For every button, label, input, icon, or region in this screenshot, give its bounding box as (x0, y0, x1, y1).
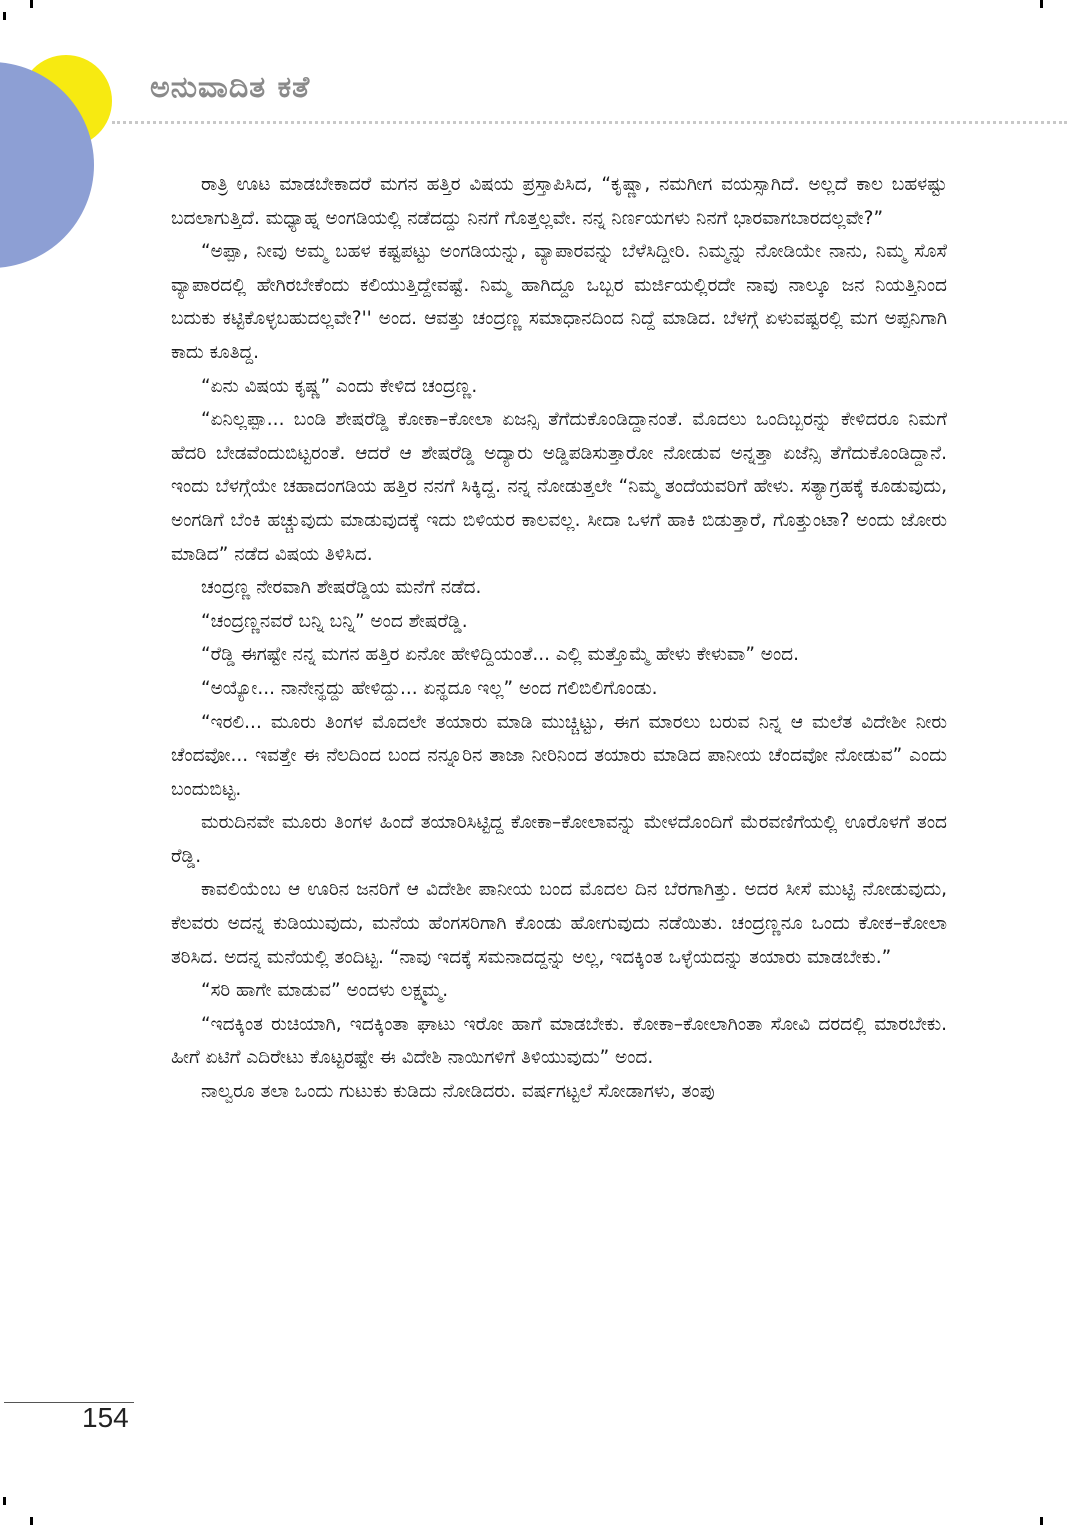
paragraph: ರಾತ್ರಿ ಊಟ ಮಾಡಬೇಕಾದರೆ ಮಗನ ಹತ್ತಿರ ವಿಷಯ ಪ್ರಸ್ತಾಪಿಸಿದ, “ಕೃಷ್ಣಾ, ನಮಗೀಗ ವಯಸ್ಸಾಗಿದೆ. ಅಲ್ಲದೆ ಕಾಲ ಬಹಳಷ್ಟು ಬದಲಾಗುತ್ತಿದೆ. ಮಧ್ಯಾಹ್ನ ಅಂಗಡಿಯಲ್ಲಿ ನಡೆದದ್ದು ನಿನಗೆ ಗೊತ್ತಲ್ಲವೇ. ನನ್ನ ನಿರ್ಣಯಗಳು ನಿನಗೆ ಭಾರವಾಗಬಾರದಲ್ಲವೇ?” (171, 174, 947, 229)
section-title: ಅನುವಾದಿತ ಕತೆ (150, 70, 311, 105)
paragraph: “ಅಪ್ಪಾ, ನೀವು ಅಮ್ಮ ಬಹಳ ಕಷ್ಟಪಟ್ಟು ಅಂಗಡಿಯನ್ನು, ವ್ಯಾಪಾರವನ್ನು ಬೆಳೆಸಿದ್ದೀರಿ. ನಿಮ್ಮನ್ನು ನೋಡಿಯೇ ನಾನು, ನಿಮ್ಮ ಸೊಸೆ ವ್ಯಾಪಾರದಲ್ಲಿ ಹೇಗಿರಬೇಕೆಂದು ಕಲಿಯುತ್ತಿದ್ದೇವಷ್ಟೆ. ನಿಮ್ಮ ಹಾಗಿದ್ದೂ ಒಬ್ಬರ ಮರ್ಜಿಯಲ್ಲಿರದೇ ನಾವು ನಾಲ್ಕೂ ಜನ ನಿಯತ್ತಿನಿಂದ ಬದುಕು ಕಟ್ಟಿಕೊಳ್ಳಬಹುದಲ್ಲವೇ?'' ಅಂದ. ಆವತ್ತು ಚಂದ್ರಣ್ಣ ಸಮಾಧಾನದಿಂದ ನಿದ್ದೆ ಮಾಡಿದ. ಬೆಳಗ್ಗೆ ಏಳುವಷ್ಟರಲ್ಲಿ ಮಗ ಅಪ್ಪನಿಗಾಗಿ ಕಾದು ಕೂತಿದ್ದ. (171, 241, 947, 363)
crop-mark-top-center (30, 0, 33, 8)
paragraph: “ಸರಿ ಹಾಗೇ ಮಾಡುವ” ಅಂದಳು ಲಕ್ಷ್ಮಮ್ಮ. (201, 980, 449, 1002)
page-number: 154 (82, 1402, 129, 1433)
paragraph: “ಇದಕ್ಕಿಂತ ರುಚಿಯಾಗಿ, ಇದಕ್ಕಿಂತಾ ಘಾಟು ಇರೋ ಹಾಗೆ ಮಾಡಬೇಕು. ಕೋಕಾ–ಕೋಲಾಗಿಂತಾ ಸೋವಿ ದರದಲ್ಲಿ ಮಾರಬೇಕು. ಹೀಗೆ ಏಟಿಗೆ ಎದಿರೇಟು ಕೊಟ್ಟರಷ್ಟೇ ಈ ವಿದೇಶಿ ನಾಯಿಗಳಿಗೆ ತಿಳಿಯುವುದು” ಅಂದ. (171, 1013, 947, 1069)
paragraph: “ಏನು ವಿಷಯ ಕೃಷ್ಣ” ಎಂದು ಕೇಳಿದ ಚಂದ್ರಣ್ಣ. (201, 375, 478, 397)
crop-mark-bottom-left (3, 1497, 6, 1505)
crop-mark-top-left (3, 12, 6, 20)
paragraph: ಮರುದಿನವೇ ಮೂರು ತಿಂಗಳ ಹಿಂದೆ ತಯಾರಿಸಿಟ್ಟಿದ್ದ ಕೋಕಾ–ಕೋಲಾವನ್ನು ಮೇಳದೊಂದಿಗೆ ಮೆರವಣಿಗೆಯಲ್ಲಿ ಊರೊಳಗೆ ತಂದ ರೆಡ್ಡಿ. (171, 812, 947, 867)
story-body (171, 168, 947, 1109)
paragraph: ಕಾವಲಿಯೆಂಬ ಆ ಊರಿನ ಜನರಿಗೆ ಆ ವಿದೇಶೀ ಪಾನೀಯ ಬಂದ ಮೊದಲ ದಿನ ಬೆರಗಾಗಿತ್ತು. ಅದರ ಸೀಸೆ ಮುಟ್ಟಿ ನೋಡುವುದು, ಕೆಲವರು ಅದನ್ನ ಕುಡಿಯುವುದು, ಮನೆಯ ಹೆಂಗಸರಿಗಾಗಿ ಕೊಂಡು ಹೋಗುವುದು ನಡೆಯಿತು. ಚಂದ್ರಣ್ಣನೂ ಒಂದು ಕೋಕ–ಕೋಲಾ ತರಿಸಿದ. ಅದನ್ನ ಮನೆಯಲ್ಲಿ ತಂದಿಟ್ಟ. “ನಾವು ಇದಕ್ಕೆ ಸಮನಾದದ್ದನ್ನು ಅಲ್ಲ, ಇದಕ್ಕಿಂತ ಒಳ್ಳೆಯದನ್ನು ತಯಾರು ಮಾಡಬೇಕು.” (171, 879, 947, 968)
paragraph: ಚಂದ್ರಣ್ಣ ನೇರವಾಗಿ ಶೇಷರೆಡ್ಡಿಯ ಮನೆಗೆ ನಡೆದ. (201, 577, 482, 599)
paragraph: “ರೆಡ್ಡಿ ಈಗಷ್ಟೇ ನನ್ನ ಮಗನ ಹತ್ತಿರ ಏನೋ ಹೇಳಿದ್ದಿಯಂತೆ... ಎಲ್ಲಿ ಮತ್ತೊಮ್ಮೆ ಹೇಳು ಕೇಳುವಾ” ಅಂದ. (201, 644, 800, 666)
paragraph: “ಇರಲಿ... ಮೂರು ತಿಂಗಳ ಮೊದಲೇ ತಯಾರು ಮಾಡಿ ಮುಚ್ಚಿಟ್ಟು, ಈಗ ಮಾರಲು ಬರುವ ನಿನ್ನ ಆ ಮಲೆತ ವಿದೇಶೀ ನೀರು ಚೆಂದವೋ... ಇವತ್ತೇ ಈ ನೆಲದಿಂದ ಬಂದ ನನ್ನೂರಿನ ತಾಜಾ ನೀರಿನಿಂದ ತಯಾರು ಮಾಡಿದ ಪಾನೀಯ ಚೆಂದವೋ ನೋಡುವ” ಎಂದು ಬಂದುಬಿಟ್ಟ. (171, 711, 947, 800)
crop-mark-bottom-center (30, 1517, 33, 1525)
paragraph: “ಅಯ್ಯೋ... ನಾನೇನ್ಥದ್ದು ಹೇಳಿದ್ದು... ಏನ್ಥದೂ ಇಲ್ಲ” ಅಂದ ಗಲಿಬಿಲಿಗೊಂಡು. (201, 677, 658, 699)
crop-mark-bottom-right (1040, 1517, 1043, 1525)
paragraph: ನಾಲ್ವರೂ ತಲಾ ಒಂದು ಗುಟುಕು ಕುಡಿದು ನೋಡಿದರು. ವರ್ಷಗಟ್ಟಲೆ ಸೋಡಾಗಳು, ತಂಪು (201, 1081, 715, 1103)
header-dotted-rule (112, 121, 1067, 124)
paragraph: “ಏನಿಲ್ಲಪ್ಪಾ... ಬಂಡಿ ಶೇಷರೆಡ್ಡಿ ಕೋಕಾ–ಕೋಲಾ ಏಜನ್ಸಿ ತೆಗೆದುಕೊಂಡಿದ್ದಾನಂತೆ. ಮೊದಲು ಒಂದಿಬ್ಬರನ್ನು ಕೇಳಿದರೂ ನಿಮಗೆ ಹೆದರಿ ಬೇಡವೆಂದುಬಿಟ್ಟರಂತೆ. ಆದರೆ ಆ ಶೇಷರೆಡ್ಡಿ ಅದ್ಯಾರು ಅಡ್ಡಿಪಡಿಸುತ್ತಾರೋ ನೋಡುವ ಅನ್ನತ್ತಾ ಏಜೆನ್ಸಿ ತೆಗೆದುಕೊಂಡಿದ್ದಾನೆ. ಇಂದು ಬೆಳಗ್ಗೆಯೇ ಚಹಾದಂಗಡಿಯ ಹತ್ತಿರ ನನಗೆ ಸಿಕ್ಕಿದ್ದ. ನನ್ನ ನೋಡುತ್ತಲೇ “ನಿಮ್ಮ ತಂದೆಯವರಿಗೆ ಹೇಳು. ಸತ್ಯಾಗ್ರಹಕ್ಕೆ ಕೂಡುವುದು, ಅಂಗಡಿಗೆ ಬೆಂಕಿ ಹಚ್ಚುವುದು ಮಾಡುವುದಕ್ಕೆ ಇದು ಬಿಳಿಯರ ಕಾಲವಲ್ಲ. ಸೀದಾ ಒಳಗೆ ಹಾಕಿ ಬಿಡುತ್ತಾರೆ, ಗೊತ್ತುಂಟಾ? ಅಂದು ಜೋರು ಮಾಡಿದ” ನಡೆದ ವಿಷಯ ತಿಳಿಸಿದ. (171, 409, 947, 565)
crop-mark-top-right (1040, 0, 1043, 8)
paragraph: “ಚಂದ್ರಣ್ಣನವರೆ ಬನ್ನಿ ಬನ್ನಿ” ಅಂದ ಶೇಷರೆಡ್ಡಿ. (201, 610, 468, 632)
